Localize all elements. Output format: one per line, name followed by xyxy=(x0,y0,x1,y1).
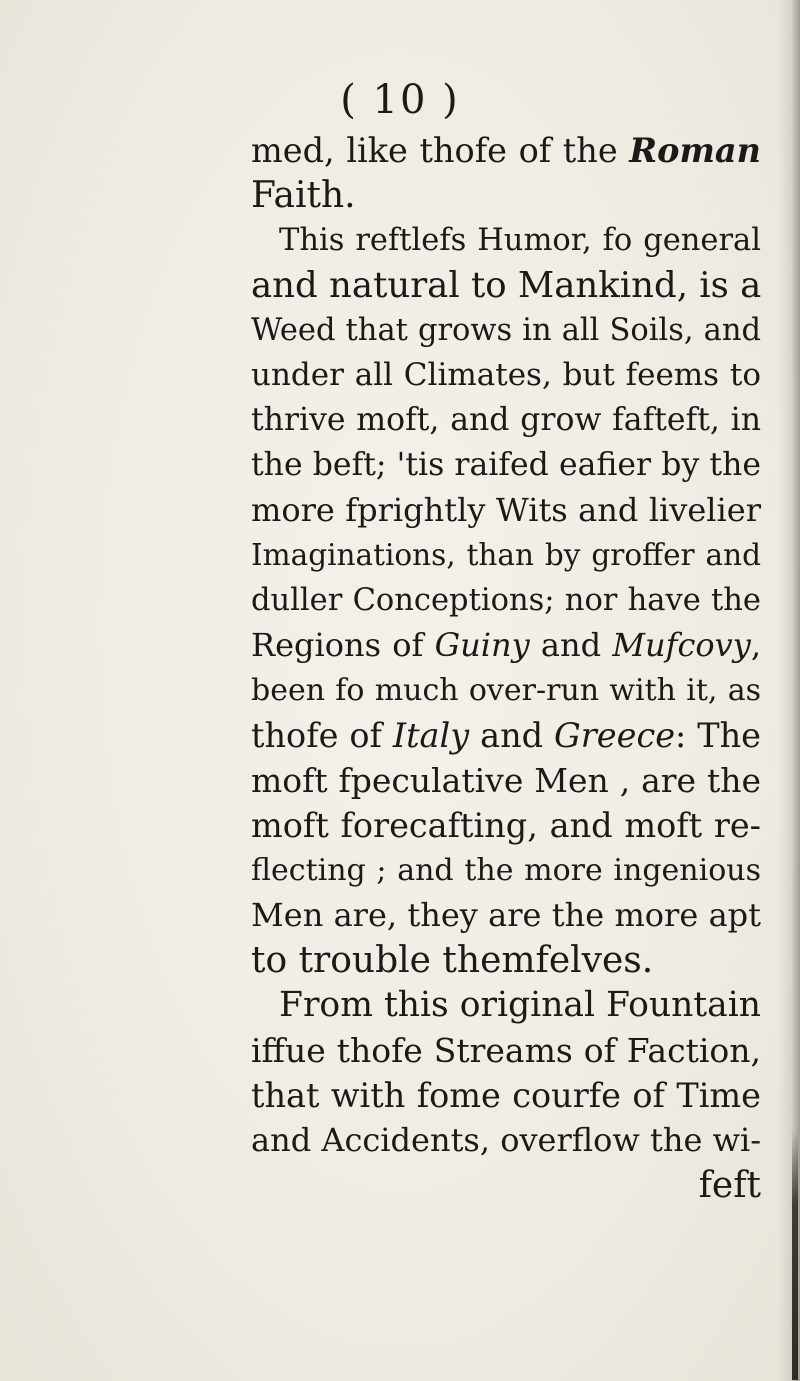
italic-text-run: Roman xyxy=(629,131,761,170)
text-run: Men are, they are the more apt xyxy=(251,896,761,934)
catchword: feft xyxy=(698,1165,761,1206)
text-run: been fo much over-run with it, as xyxy=(251,673,761,708)
text-line xyxy=(251,308,761,353)
text-run: under all Climates, but feems to xyxy=(251,357,761,393)
text-run: and xyxy=(529,626,613,664)
text-line xyxy=(251,803,761,848)
text-line xyxy=(251,353,761,398)
text-run: and xyxy=(469,716,555,755)
text-run: that with fome courfe of Time xyxy=(251,1076,761,1115)
page-number: ( 10 ) xyxy=(340,77,460,123)
text-run: to trouble themfelves. xyxy=(251,940,654,981)
text-run: moft fpeculative Men , are the xyxy=(251,761,761,800)
text-run: and Accidents, overflow the wi- xyxy=(251,1121,761,1159)
binding-edge-mark xyxy=(792,1130,798,1380)
text-line xyxy=(251,1118,761,1163)
text-line xyxy=(251,623,761,668)
text-run: Faith. xyxy=(251,175,356,216)
text-run: more fprightly Wits and livelier xyxy=(251,491,761,529)
text-run: Imaginations, than by groffer and xyxy=(251,538,761,572)
text-line xyxy=(251,533,761,578)
text-line xyxy=(251,893,761,938)
text-line xyxy=(251,443,761,488)
italic-text-run: Greece xyxy=(554,716,676,755)
text-line xyxy=(251,1073,761,1118)
text-line xyxy=(251,938,761,983)
text-run: flecting ; and the more ingenious xyxy=(251,853,761,888)
text-line xyxy=(251,173,761,218)
text-line xyxy=(251,668,761,713)
text-line xyxy=(251,848,761,893)
text-line xyxy=(251,713,761,758)
text-line xyxy=(251,398,761,443)
text-line xyxy=(251,983,761,1028)
text-run: : The xyxy=(675,716,762,755)
text-line xyxy=(251,1028,761,1073)
italic-text-run: Italy xyxy=(392,716,470,755)
text-run: and natural to Mankind, is a xyxy=(251,265,762,306)
text-line xyxy=(251,128,761,173)
text-line xyxy=(251,488,761,533)
text-run: This reftlefs Humor, fo general xyxy=(279,223,761,258)
text-run: iffue thofe Streams of Faction, xyxy=(251,1031,761,1070)
text-run: From this original Fountain xyxy=(279,985,761,1025)
text-run: thrive moft, and grow fafteft, in xyxy=(251,402,761,438)
text-run: Weed that grows in all Soils, and xyxy=(251,313,761,348)
text-run: duller Conceptions; nor have the xyxy=(251,583,761,618)
text-line xyxy=(251,218,761,263)
text-run: the beft; 'tis raifed eafier by the xyxy=(251,447,761,483)
text-run: Regions of xyxy=(251,626,435,664)
italic-text-run: Guiny xyxy=(434,626,530,664)
text-line xyxy=(251,758,761,803)
text-run: thofe of xyxy=(251,716,393,755)
body-text xyxy=(251,128,761,1208)
text-line xyxy=(251,578,761,623)
italic-text-run: Mufcovy xyxy=(612,626,751,664)
text-run: med, like thofe of the xyxy=(251,131,630,170)
text-run: moft forecafting, and moft re- xyxy=(251,806,761,845)
text-run: , xyxy=(750,626,761,664)
text-line xyxy=(251,263,761,308)
